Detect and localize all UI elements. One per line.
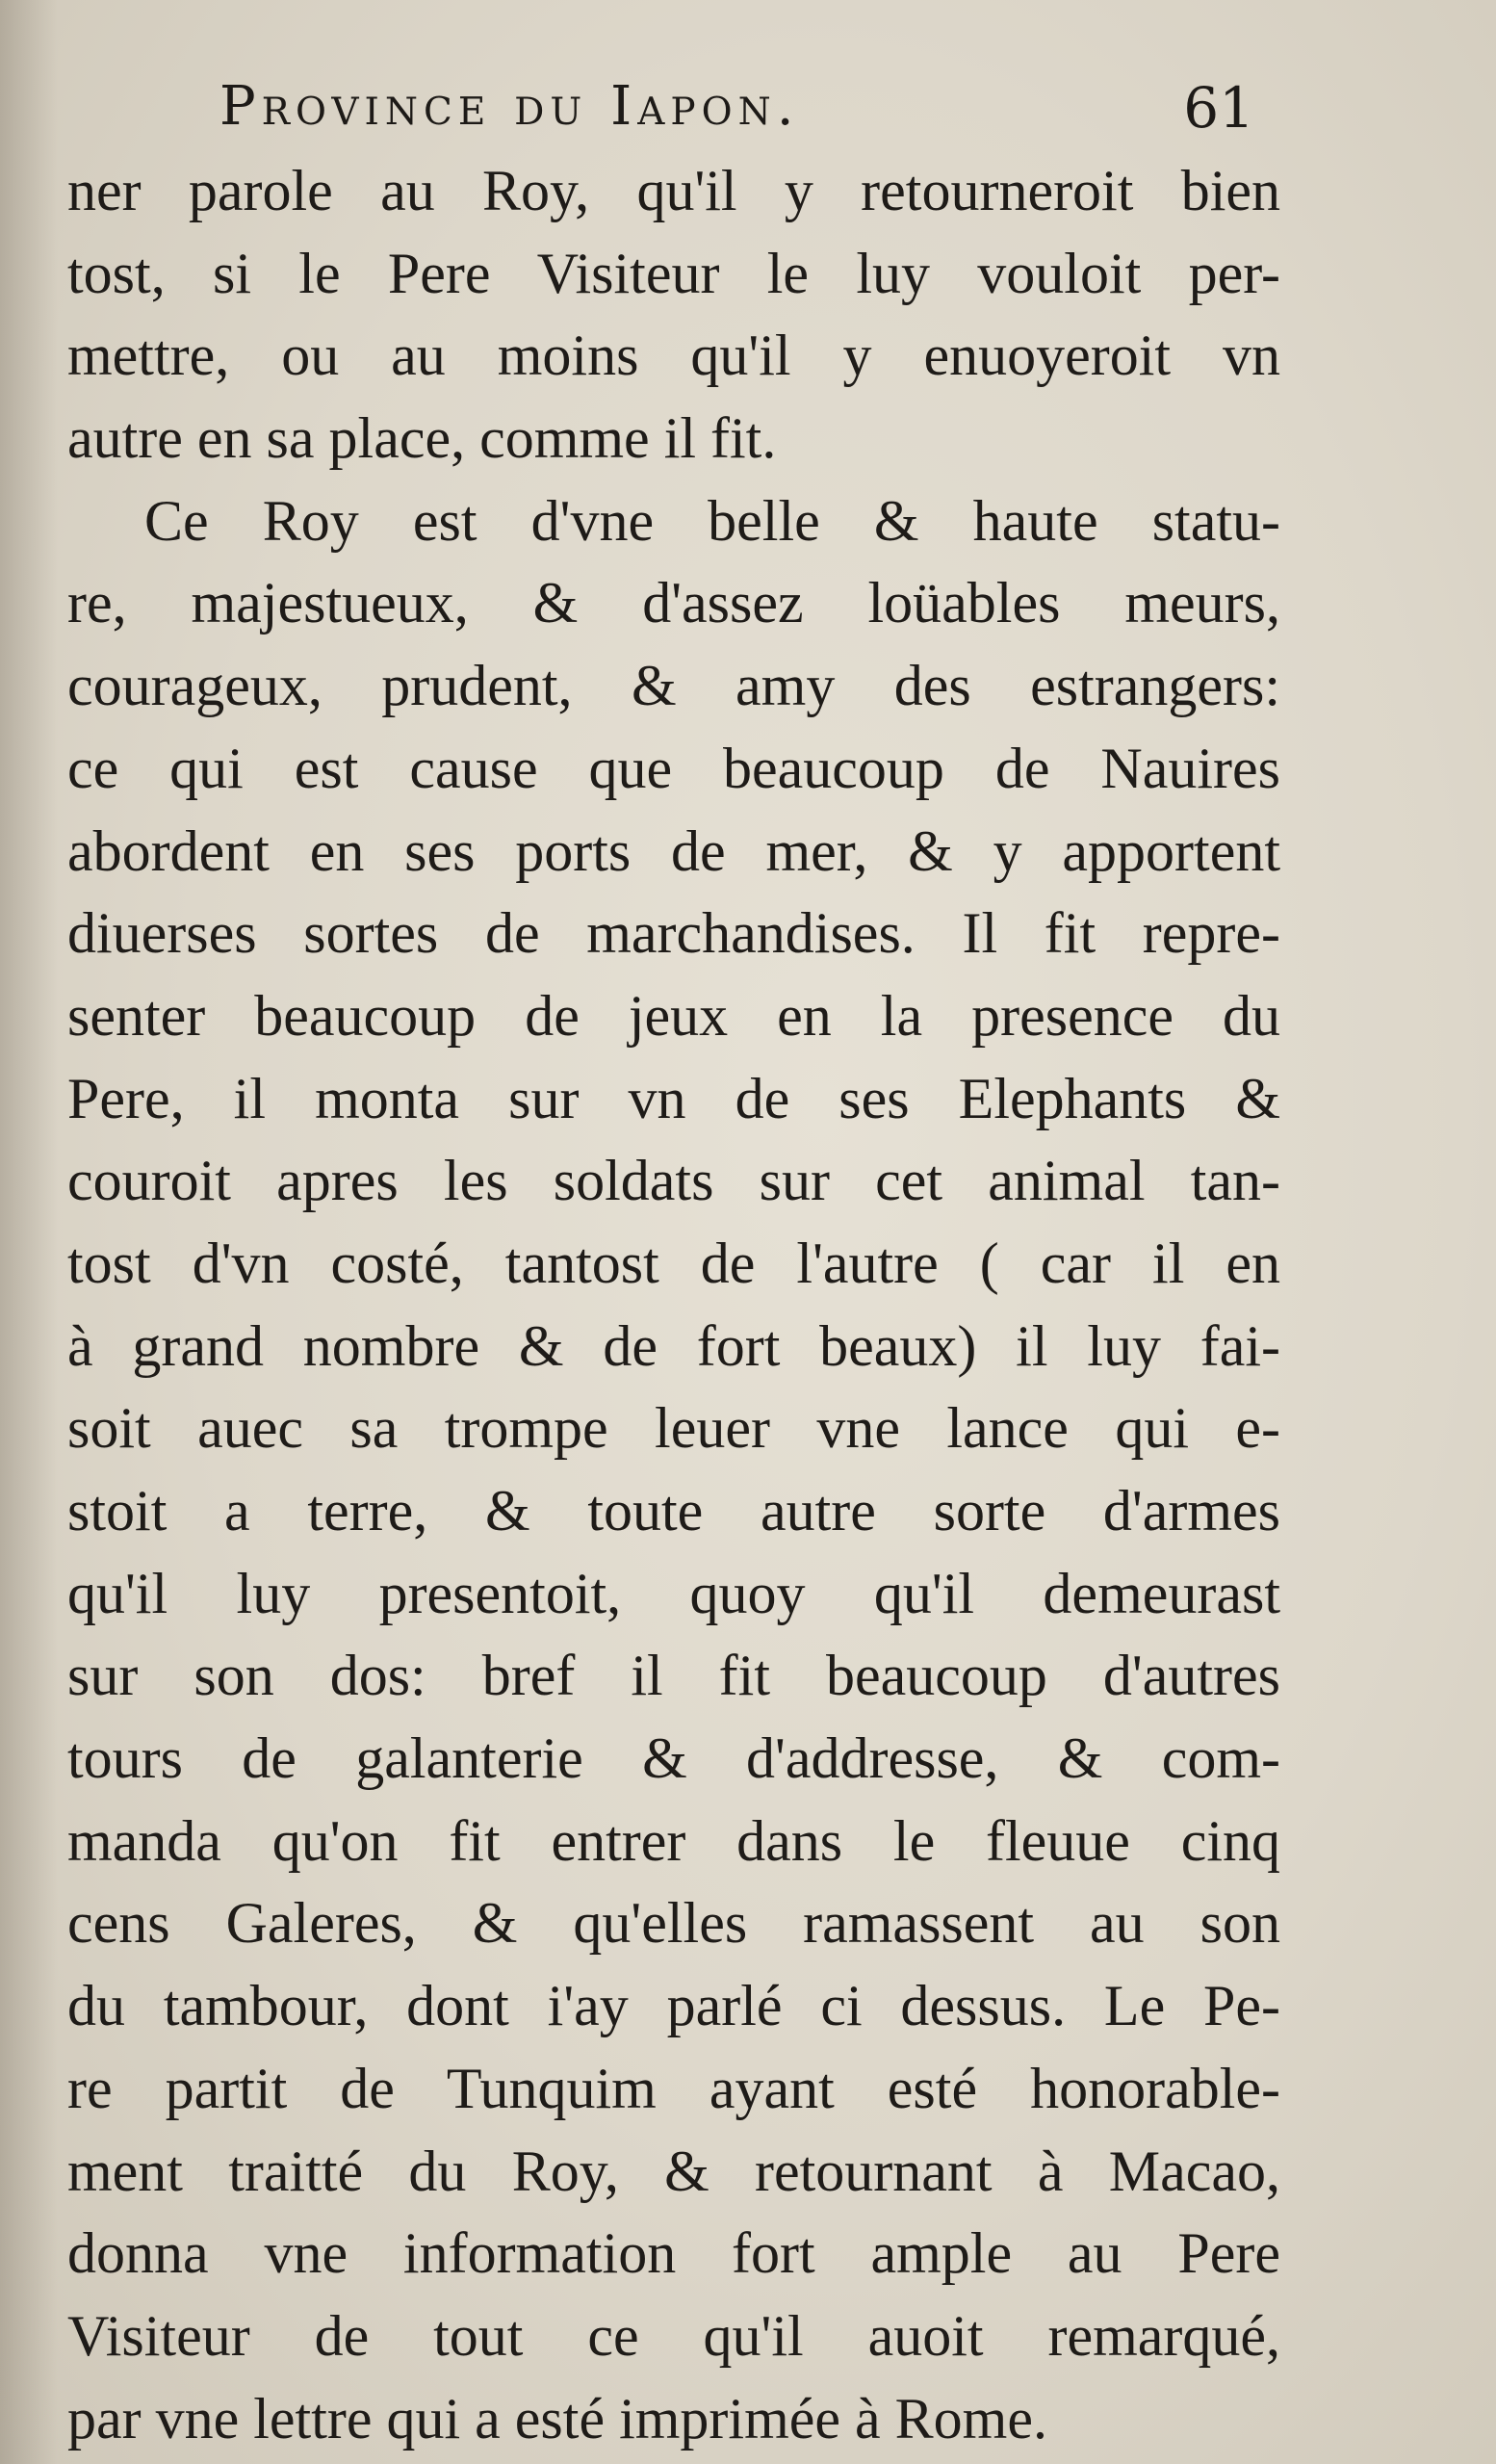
text-line: à grand nombre & de fort beaux) il luy fai-: [67, 1313, 1280, 1378]
text-line: courageux, prudent, & amy des estrangers:: [67, 654, 1280, 718]
text-line: sur son dos: bref il fit beaucoup d'autres: [67, 1644, 1280, 1708]
text-line: abordent en ses ports de mer, & y apportent: [67, 818, 1280, 883]
text-line: ce qui est cause que beaucoup de Nauires: [67, 736, 1280, 800]
text-line: Ce Roy est d'vne belle & haute statu-: [144, 488, 1280, 553]
text-line: ner parole au Roy, qu'il y retourneroit bien: [67, 159, 1280, 222]
running-title: Province du Iapon.: [219, 75, 800, 138]
text-line: mettre, ou au moins qu'il y enuoyeroit vn: [67, 324, 1280, 388]
text-line: re partit de Tunquim ayant esté honorable-: [67, 2056, 1280, 2120]
text-line: donna vne information fort ample au Pere: [67, 2221, 1280, 2286]
text-line: Visiteur de tout ce qu'il auoit remarqué,: [67, 2303, 1280, 2368]
text-line: cens Galeres, & qu'elles ramassent au son: [67, 1891, 1280, 1956]
running-head: [219, 75, 1254, 162]
text-line: Pere, il monta sur vn de ses Elephants &: [67, 1066, 1280, 1130]
text-line: par vne lettre qui a esté imprimée à Rome.: [67, 2386, 1047, 2451]
text-line: tost, si le Pere Visiteur le luy vouloit per-: [67, 241, 1280, 305]
text-line: couroit apres les soldats sur cet animal tan-: [67, 1149, 1280, 1213]
text-line: ment traitté du Roy, & retournant à Macao,: [67, 2139, 1280, 2203]
text-line: re, majestueux, & d'assez loüables meurs,: [67, 571, 1280, 635]
text-line: stoit a terre, & toute autre sorte d'armes: [67, 1479, 1280, 1543]
text-line: qu'il luy presentoit, quoy qu'il demeurast: [67, 1561, 1280, 1625]
gutter-shadow: [0, 0, 58, 2464]
text-line: senter beaucoup de jeux en la presence du: [67, 983, 1280, 1048]
text-line: manda qu'on fit entrer dans le fleuue cinq: [67, 1808, 1280, 1873]
page-number: 61: [1183, 75, 1254, 141]
text-line: soit auec sa trompe leuer vne lance qui e-: [67, 1396, 1280, 1461]
text-line: tours de galanterie & d'addresse, & com-: [67, 1726, 1280, 1791]
text-line: autre en sa place, comme il fit.: [67, 406, 777, 471]
body-text: [67, 150, 1280, 2460]
text-line: tost d'vn costé, tantost de l'autre ( car il en: [67, 1231, 1280, 1295]
text-line: du tambour, dont i'ay parlé ci dessus. Le Pe-: [67, 1974, 1280, 2038]
text-line: diuerses sortes de marchandises. Il fit repre-: [67, 901, 1280, 966]
